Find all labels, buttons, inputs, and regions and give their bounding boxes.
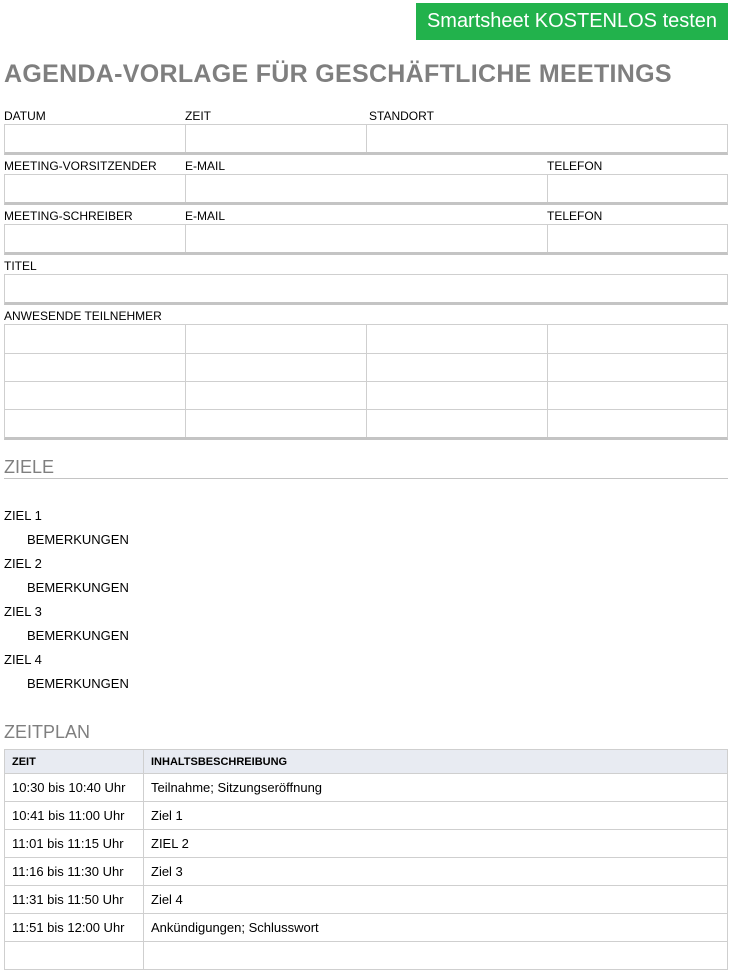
- standort-field[interactable]: [366, 125, 367, 152]
- smartsheet-trial-button[interactable]: Smartsheet KOSTENLOS testen: [416, 3, 728, 40]
- time-cell[interactable]: 11:31 bis 11:50 Uhr: [5, 886, 144, 914]
- goal-label: ZIEL 4: [4, 652, 42, 667]
- vorsitzender-label: MEETING-VORSITZENDER: [4, 159, 157, 173]
- goal-note-label: BEMERKUNGEN: [27, 676, 129, 691]
- titel-field[interactable]: [4, 274, 728, 305]
- schedule-header-row: [5, 750, 728, 774]
- description-cell[interactable]: [144, 942, 728, 970]
- table-row: [5, 774, 728, 802]
- time-cell[interactable]: [5, 942, 144, 970]
- description-cell[interactable]: Ziel 3: [144, 858, 728, 886]
- grid-row-divider: [5, 353, 727, 354]
- table-row: [5, 914, 728, 942]
- zeit-field[interactable]: [185, 125, 186, 152]
- description-cell[interactable]: Teilnahme; Sitzungseröffnung: [144, 774, 728, 802]
- time-cell[interactable]: 11:01 bis 11:15 Uhr: [5, 830, 144, 858]
- goal-note-label: BEMERKUNGEN: [27, 532, 129, 547]
- telefon-label-2: TELEFON: [547, 209, 603, 223]
- zeit-label: ZEIT: [185, 109, 211, 123]
- goal-label: ZIEL 2: [4, 556, 42, 571]
- goal-label: ZIEL 1: [4, 508, 42, 523]
- teilnehmer-grid[interactable]: [4, 324, 728, 440]
- table-row: [5, 858, 728, 886]
- email-field-1[interactable]: [185, 175, 186, 202]
- time-cell[interactable]: 11:51 bis 12:00 Uhr: [5, 914, 144, 942]
- description-cell[interactable]: Ziel 1: [144, 802, 728, 830]
- schreiber-label: MEETING-SCHREIBER: [4, 209, 133, 223]
- standort-label: STANDORT: [369, 109, 434, 123]
- zeitplan-heading: ZEITPLAN: [4, 722, 91, 742]
- email-field-2[interactable]: [185, 225, 186, 252]
- teilnehmer-label: ANWESENDE TEILNEHMER: [4, 309, 162, 323]
- description-cell[interactable]: Ankündigungen; Schlusswort: [144, 914, 728, 942]
- grid-row-divider: [5, 409, 727, 410]
- table-row: [5, 802, 728, 830]
- table-row: [5, 942, 728, 970]
- telefon-field-1[interactable]: [547, 175, 548, 202]
- schreiber-fields: [4, 224, 728, 255]
- titel-label: TITEL: [4, 259, 37, 273]
- email-label-1: E-MAIL: [185, 159, 226, 173]
- goal-note-label: BEMERKUNGEN: [27, 628, 129, 643]
- telefon-label-1: TELEFON: [547, 159, 603, 173]
- column-header-inhalt: INHALTSBESCHREIBUNG: [144, 750, 728, 774]
- schedule-table: [4, 749, 728, 970]
- column-header-zeit: ZEIT: [5, 750, 144, 774]
- time-cell[interactable]: 10:41 bis 11:00 Uhr: [5, 802, 144, 830]
- datum-label: DATUM: [4, 109, 46, 123]
- page-title: AGENDA-VORLAGE FÜR GESCHÄFTLICHE MEETINGS: [4, 60, 672, 88]
- time-cell[interactable]: 10:30 bis 10:40 Uhr: [5, 774, 144, 802]
- ziele-divider: [4, 478, 728, 479]
- description-cell[interactable]: ZIEL 2: [144, 830, 728, 858]
- goal-label: ZIEL 3: [4, 604, 42, 619]
- datum-zeit-standort-fields: [4, 124, 728, 155]
- ziele-heading: ZIELE: [4, 457, 55, 477]
- telefon-field-2[interactable]: [547, 225, 548, 252]
- grid-row-divider: [5, 381, 727, 382]
- description-cell[interactable]: Ziel 4: [144, 886, 728, 914]
- table-row: [5, 830, 728, 858]
- email-label-2: E-MAIL: [185, 209, 226, 223]
- goal-note-label: BEMERKUNGEN: [27, 580, 129, 595]
- time-cell[interactable]: 11:16 bis 11:30 Uhr: [5, 858, 144, 886]
- vorsitzender-fields: [4, 174, 728, 205]
- table-row: [5, 886, 728, 914]
